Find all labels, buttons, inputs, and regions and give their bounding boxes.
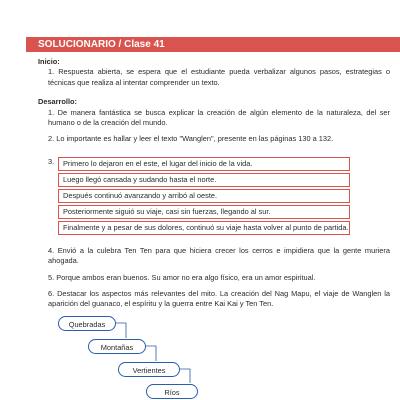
desarrollo-item-4: 4. Envió a la culebra Ten Ten para que hiciera crecer los cerros e impidiera que la gente muriera ahogada.	[48, 245, 390, 266]
concept-pills	[38, 316, 390, 397]
sequence-box: Luego llegó cansada y sudando hasta el norte.	[58, 173, 350, 187]
inicio-item-1: 1. Respuesta abierta, se espera que el estudiante pueda verbalizar algunos pasos, estrategias o técnicas que realiza al intentar comprender un texto.	[48, 67, 390, 87]
sequence-list	[58, 157, 350, 235]
pill-rios: Ríos	[146, 384, 198, 399]
connector-line	[180, 369, 190, 383]
pill-vertientes: Vertientes	[118, 362, 180, 377]
connector-line	[116, 323, 126, 338]
inicio-title: Inicio:	[38, 57, 60, 66]
sequence-box: Primero lo dejaron en el este, el lugar del inicio de la vida.	[58, 157, 350, 171]
page-title: SOLUCIONARIO / Clase 41	[26, 37, 400, 52]
desarrollo-item-6: 6. Destacar los aspectos más relevantes del mito. La creación del Nag Mapu, el viaje de Wanglen la aparición del guanaco, el espíritu y la guerra entre Kai Kai y Ten Ten.	[48, 289, 390, 309]
sequence-number: 3.	[48, 156, 55, 166]
sequence-box: Después continuó avanzando y arribó al oeste.	[58, 189, 350, 203]
desarrollo-item-1: 1. De manera fantástica se busca explicar la creación de algún elemento de la naturaleza, del ser humano o de la creación del mundo.	[48, 107, 390, 128]
desarrollo-item-2: 2. Lo importante es hallar y leer el texto "Wanglen", presente en las páginas 130 a 132.	[48, 134, 334, 144]
solution-content	[38, 57, 390, 397]
connector-line	[146, 346, 156, 361]
sequence-question	[38, 157, 390, 235]
page-header	[0, 0, 400, 52]
desarrollo-item-5: 5. Porque ambos eran buenos. Su amor no era algo físico, era un amor espiritual.	[48, 272, 316, 282]
desarrollo-title: Desarrollo:	[38, 97, 78, 107]
pill-quebradas: Quebradas	[58, 316, 116, 331]
sequence-box: Finalmente y a pesar de sus dolores, continuó su viaje hasta volver al punto de partida.	[58, 221, 350, 235]
sequence-box: Posteriormente siguió su viaje, casi sin fuerzas, llegando al sur.	[58, 205, 350, 219]
pill-montanas: Montañas	[88, 339, 146, 354]
